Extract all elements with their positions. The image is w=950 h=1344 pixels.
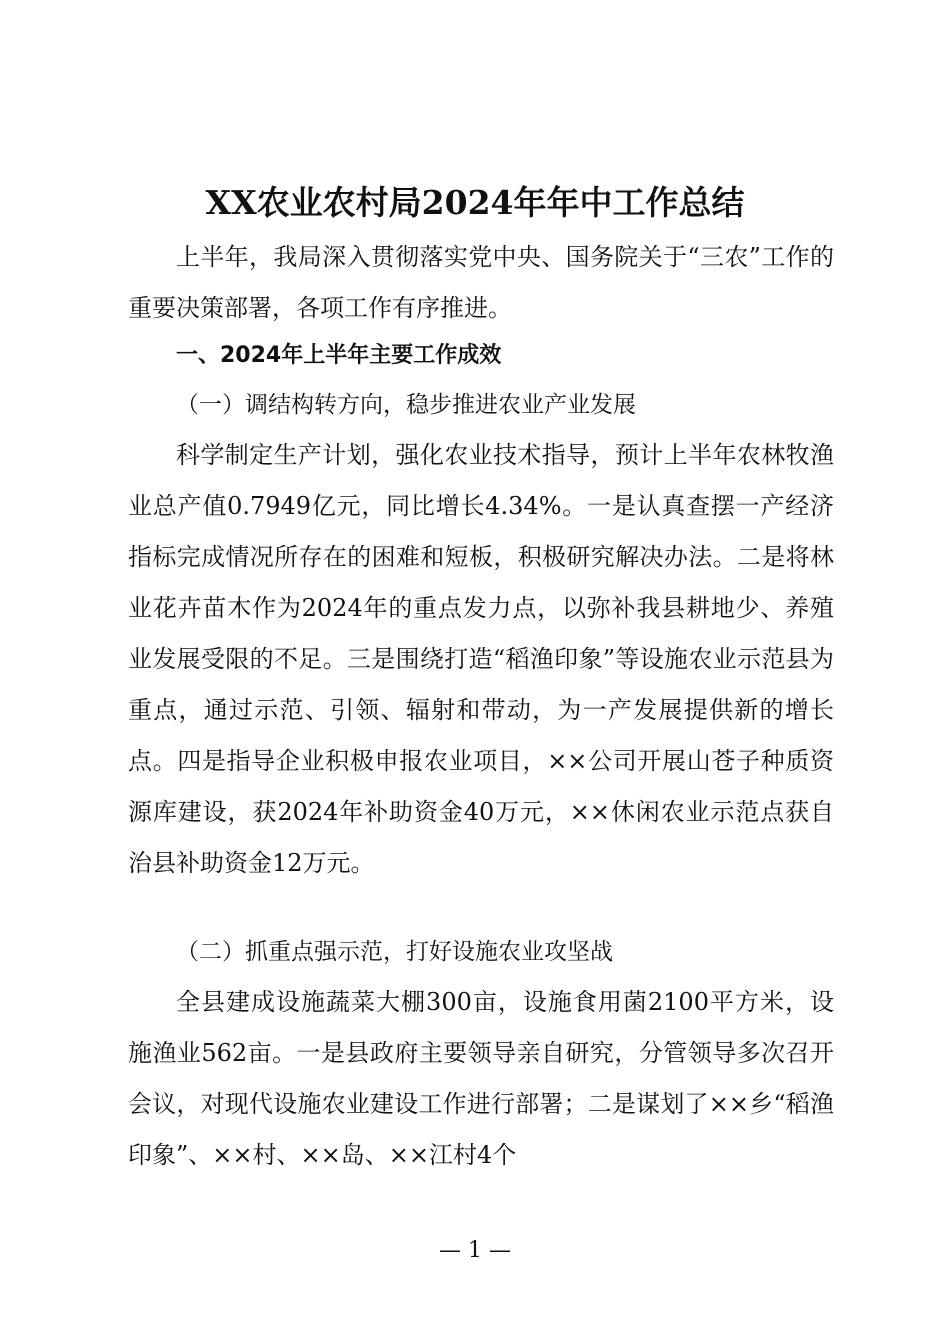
subsection-2-paragraph: 全县建成设施蔬菜大棚300亩，设施食用菌2100平方米，设施渔业562亩。一是县政府主要领导亲自研究，分管领导多次召开会议，对现代设施农业建设工作进行部署；二是谋划了××乡“稻渔印象”、××村、××岛、××江村4个 <box>128 988 834 1169</box>
intro-paragraph: 上半年，我局深入贯彻落实党中央、国务院关于“三农”工作的重要决策部署，各项工作有序推进。 <box>128 243 834 322</box>
subsection-heading-2: （二）抓重点强示范，打好设施农业攻坚战 <box>176 939 613 965</box>
subsection-1-paragraph: 科学制定生产计划，强化农业技术指导，预计上半年农林牧渔业总产值0.7949亿元，同比增长4.34%。一是认真查摆一产经济指标完成情况所存在的困难和短板，积极研究解决办法。二是将林业花卉苗木作为2024年的重点发力点，以弥补我县耕地少、养殖业发展受限的不足。三是围绕打造“稻渔印象”等设施农业示范县为重点，通过示范、引领、辐射和带动，为一产发展提供新的增长点。四是指导企业积极申报农业项目，××公司开展山苍子种质资源库建设，获2024年补助资金40万元，××休闲农业示范点获自治县补助资金12万元。 <box>128 441 834 877</box>
section-heading-1: 一、2024年上半年主要工作成效 <box>176 343 502 368</box>
subsection-heading-1: （一）调结构转方向，稳步推进农业产业发展 <box>176 392 636 418</box>
page-number: — 1 — <box>439 1238 511 1263</box>
document-title: XX农业农村局2024年年中工作总结 <box>205 183 745 222</box>
